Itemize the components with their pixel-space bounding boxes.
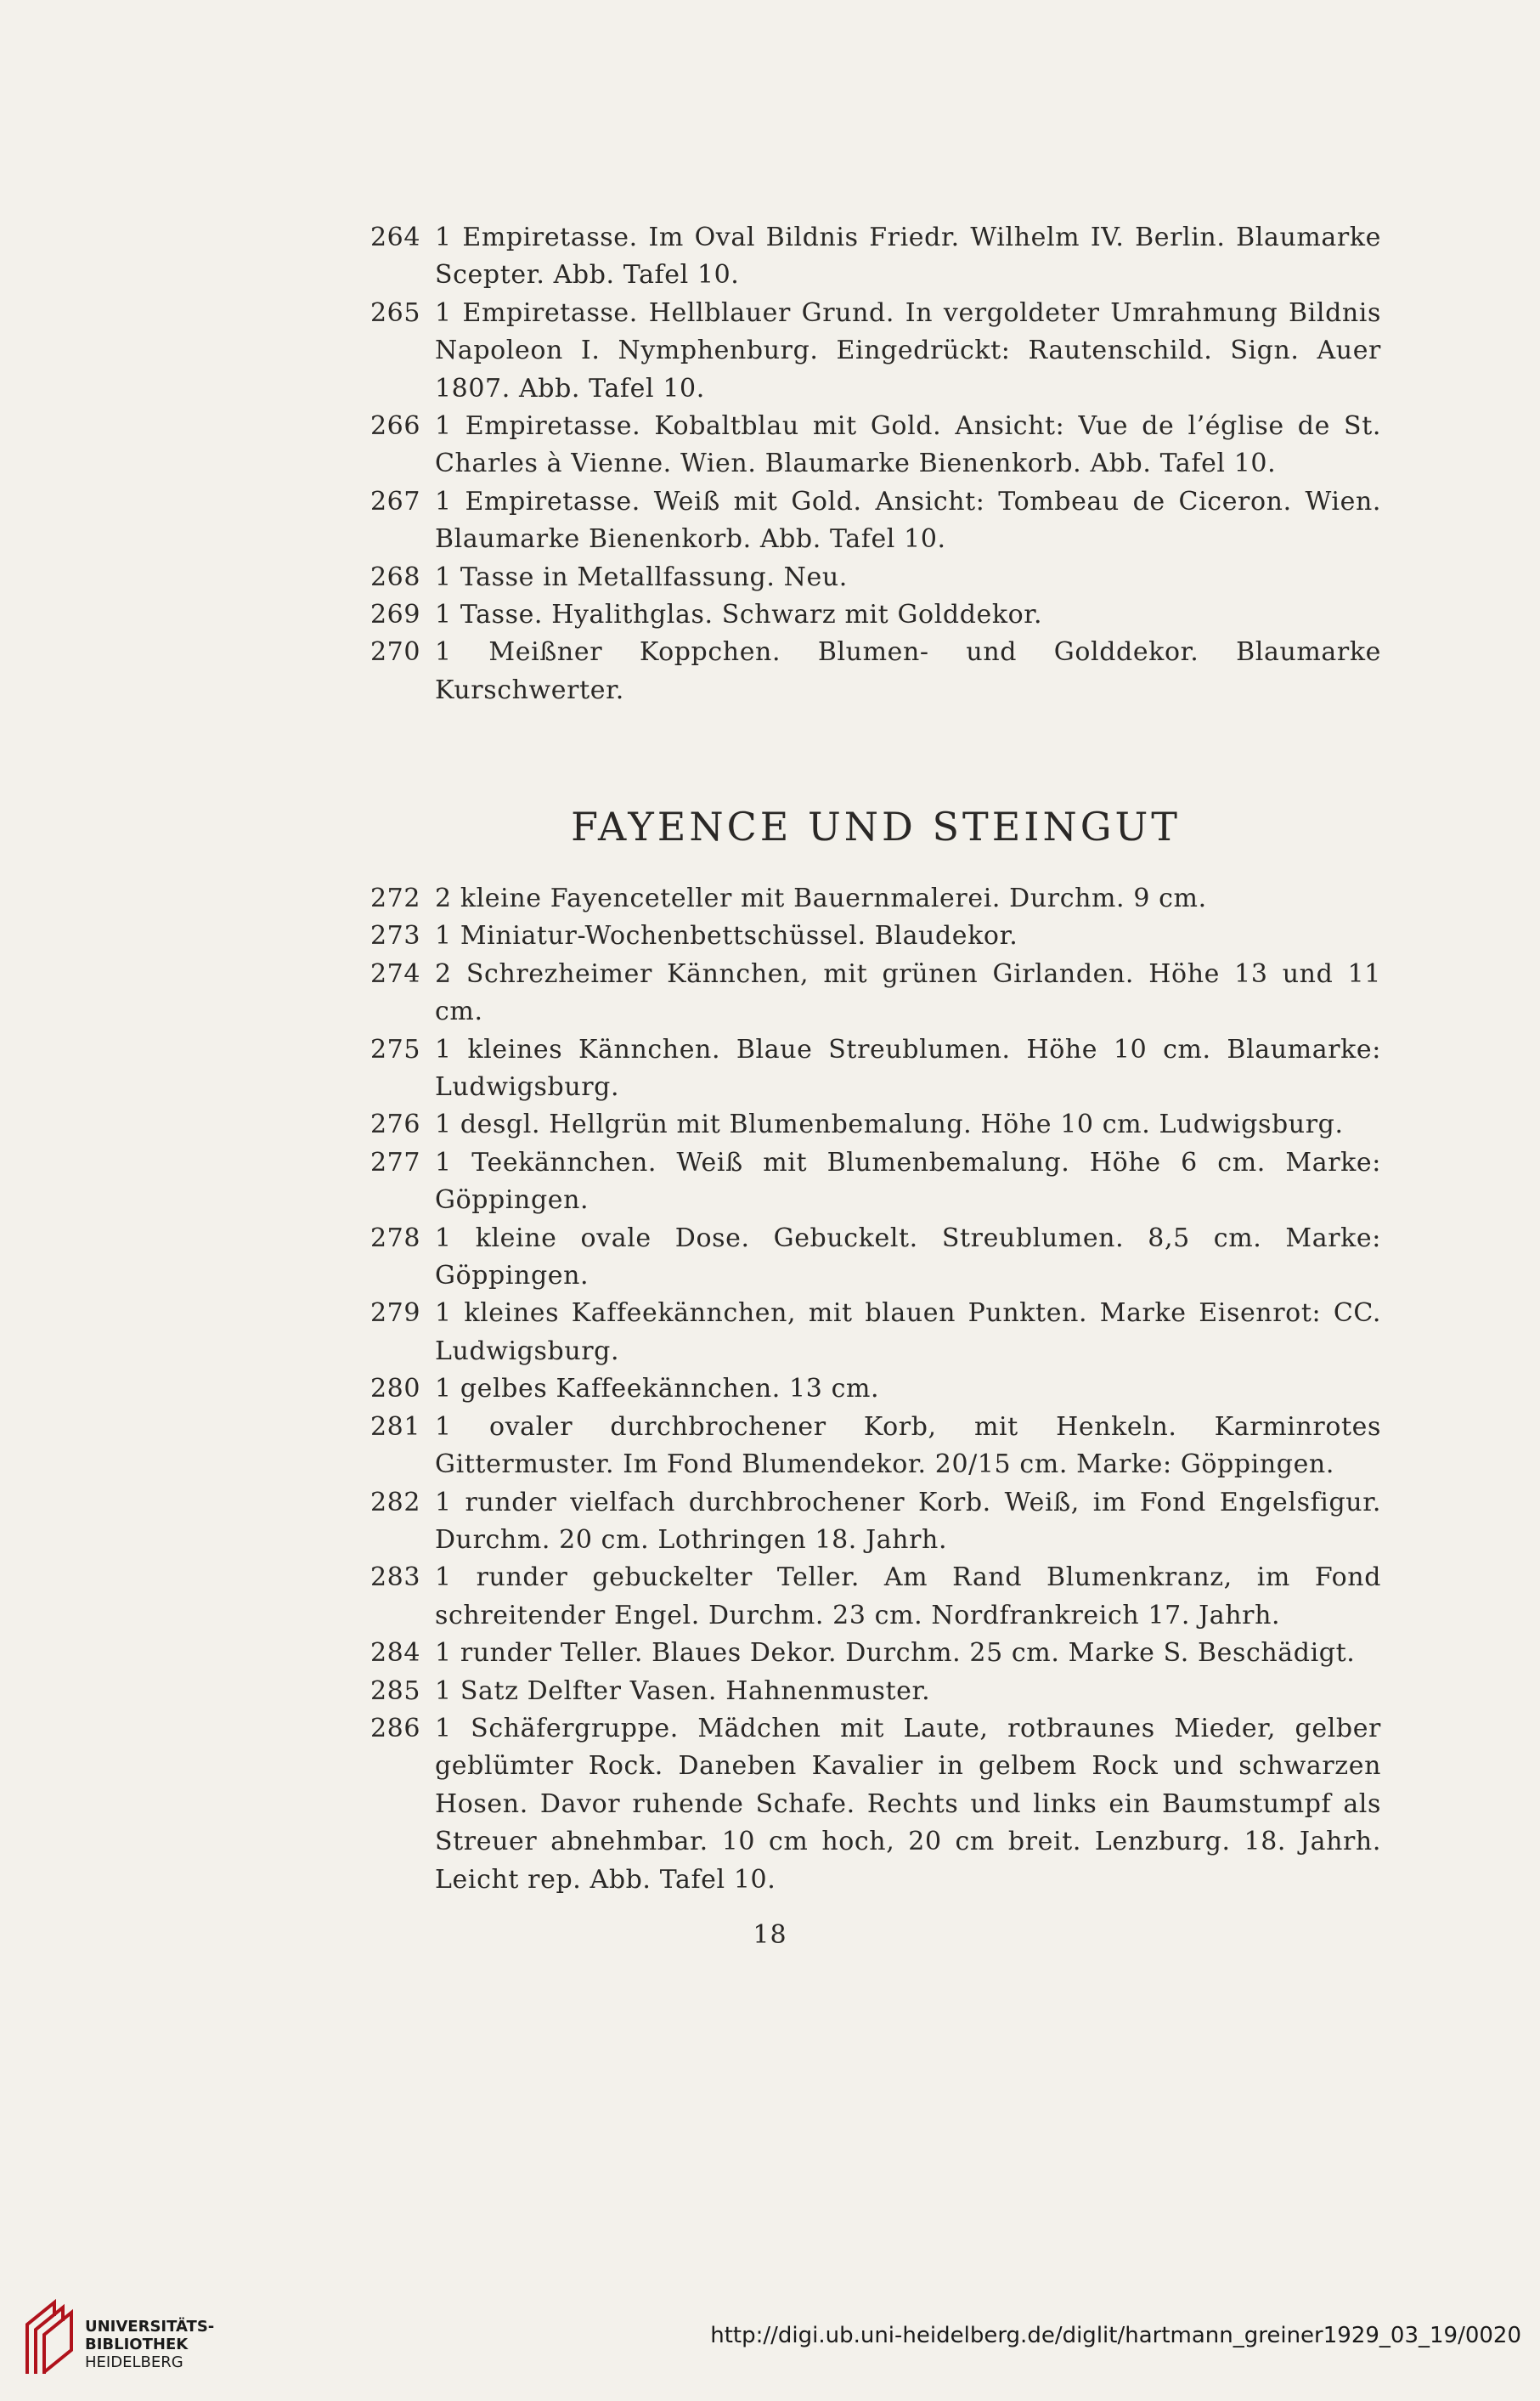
entry-text: 1 runder vielfach durchbrochener Korb. Weiß, im Fond Engelsfigur. Durchm. 20 cm. Lothringen 18. Jahrh. — [435, 1487, 1381, 1555]
entry-number: 266 — [370, 411, 421, 442]
entry-text: 1 Empiretasse. Im Oval Bildnis Friedr. Wilhelm IV. Berlin. Blaumarke Scepter. Abb. Tafel 10. — [435, 223, 1381, 291]
entry-number: 274 — [370, 958, 421, 989]
catalog-entry — [370, 295, 1381, 408]
entry-number: 280 — [370, 1374, 421, 1404]
library-name-line3: HEIDELBERG — [85, 2353, 183, 2371]
catalog-entry — [370, 1295, 1381, 1370]
entry-text: 1 Teekännchen. Weiß mit Blumenbemalung. Höhe 6 cm. Marke: Göppingen. — [435, 1147, 1381, 1216]
entry-text: 1 Satz Delfter Vasen. Hahnenmuster. — [435, 1675, 931, 1706]
entry-text: 1 Empiretasse. Weiß mit Gold. Ansicht: Tombeau de Ciceron. Wien. Blaumarke Bienenkorb. Abb. Tafel 10. — [435, 486, 1381, 555]
entry-number: 272 — [370, 884, 421, 913]
entry-number: 276 — [370, 1110, 421, 1140]
entry-number: 281 — [370, 1411, 421, 1442]
catalog-entry — [370, 634, 1381, 709]
entry-number: 282 — [370, 1487, 421, 1517]
catalog-entry — [370, 1559, 1381, 1635]
entry-text: 2 kleine Fayenceteller mit Bauernmalerei. Durchm. 9 cm. — [435, 884, 1207, 913]
entry-text: 1 runder Teller. Blaues Dekor. Durchm. 25 cm. Marke S. Beschädigt. — [435, 1638, 1356, 1669]
page-number: 18 — [753, 1920, 787, 1950]
entry-text: 1 desgl. Hellgrün mit Blumenbemalung. Höhe 10 cm. Ludwigsburg. — [435, 1110, 1344, 1140]
entry-number: 284 — [370, 1638, 421, 1669]
catalog-entry — [370, 956, 1381, 1031]
catalog-entry — [370, 1144, 1381, 1220]
catalog-entry — [370, 483, 1381, 559]
entry-text: 1 kleine ovale Dose. Gebuckelt. Streublumen. 8,5 cm. Marke: Göppingen. — [435, 1223, 1381, 1291]
catalog-list-after — [370, 880, 1381, 1899]
catalog-entry — [370, 1031, 1381, 1107]
entry-text: 1 Miniatur-Wochenbettschüssel. Blaudekor. — [435, 921, 1018, 952]
entry-number: 275 — [370, 1034, 421, 1065]
entry-number: 279 — [370, 1298, 421, 1329]
entry-number: 264 — [370, 223, 421, 252]
source-url-link[interactable]: http://digi.ub.uni-heidelberg.de/diglit/hartmann_greiner1929_03_19/0020 — [710, 2323, 1521, 2348]
entry-number: 269 — [370, 600, 421, 630]
entry-number: 285 — [370, 1675, 421, 1706]
library-name-line1: UNIVERSITÄTS- — [85, 2318, 215, 2336]
library-logo-icon — [20, 2299, 75, 2376]
entry-number: 273 — [370, 921, 421, 952]
entry-text: 1 Schäfergruppe. Mädchen mit Laute, rotbraunes Mieder, gelber geblümter Rock. Daneben Kavalier in gelbem Rock und schwarzen Hosen. Davor ruhende Schafe. Rechts und links ein Baumstumpf als Streuer abnehmbar. 10 cm hoch, 20 cm breit. Lenzburg. 18. Jahrh. Leicht rep. Abb. Tafel 10. — [435, 1713, 1381, 1895]
catalog-entry — [370, 1635, 1381, 1672]
catalog-entry — [370, 918, 1381, 955]
entry-text: 1 runder gebuckelter Teller. Am Rand Blumenkranz, im Fond schreitender Engel. Durchm. 23 cm. Nordfrankreich 17. Jahrh. — [435, 1562, 1381, 1630]
catalog-entry — [370, 1370, 1381, 1408]
entry-text: 1 kleines Kännchen. Blaue Streublumen. Höhe 10 cm. Blaumarke: Ludwigsburg. — [435, 1034, 1381, 1103]
entry-text: 1 Empiretasse. Kobaltblau mit Gold. Ansicht: Vue de l’église de St. Charles à Vienne. Wien. Blaumarke Bienenkorb. Abb. Tafel 10. — [435, 411, 1381, 479]
catalog-entry — [370, 559, 1381, 596]
catalog-entry — [370, 1409, 1381, 1484]
catalog-entry — [370, 1484, 1381, 1560]
entry-text: 1 ovaler durchbrochener Korb, mit Henkeln. Karminrotes Gittermuster. Im Fond Blumendekor. 20/15 cm. Marke: Göppingen. — [435, 1411, 1381, 1480]
entry-text: 1 kleines Kaffeekännchen, mit blauen Punkten. Marke Eisenrot: CC. Ludwigsburg. — [435, 1298, 1381, 1366]
catalog-entry — [370, 880, 1381, 918]
page-content — [370, 219, 1381, 1895]
entry-number: 270 — [370, 637, 421, 668]
entry-number: 278 — [370, 1223, 421, 1253]
catalog-list-before — [370, 219, 1381, 709]
catalog-entry — [370, 1106, 1381, 1144]
entry-number: 265 — [370, 297, 421, 328]
catalog-entry — [370, 596, 1381, 634]
entry-number: 286 — [370, 1713, 421, 1743]
catalog-entry — [370, 1710, 1381, 1899]
entry-number: 277 — [370, 1147, 421, 1178]
entry-text: 1 Tasse in Metallfassung. Neu. — [435, 562, 848, 592]
entry-number: 267 — [370, 486, 421, 517]
entry-text: 1 Tasse. Hyalithglas. Schwarz mit Golddekor. — [435, 600, 1043, 630]
entry-number: 268 — [370, 562, 421, 592]
catalog-entry — [370, 408, 1381, 483]
entry-text: 1 Meißner Koppchen. Blumen- und Golddekor. Blaumarke Kurschwerter. — [435, 637, 1381, 705]
entry-text: 1 Empiretasse. Hellblauer Grund. In vergoldeter Umrahmung Bildnis Napoleon I. Nymphenburg. Eingedrückt: Rautenschild. Sign. Auer 1807. Abb. Tafel 10. — [435, 297, 1381, 404]
entry-number: 283 — [370, 1562, 421, 1593]
library-name — [85, 2318, 214, 2371]
catalog-entry — [370, 1673, 1381, 1710]
catalog-entry — [370, 219, 1381, 295]
section-heading: FAYENCE UND STEINGUT — [571, 804, 1181, 850]
library-name-line2: BIBLIOTHEK — [85, 2336, 189, 2353]
catalog-entry — [370, 1220, 1381, 1296]
entry-text: 1 gelbes Kaffeekännchen. 13 cm. — [435, 1374, 880, 1404]
entry-text: 2 Schrezheimer Kännchen, mit grünen Girlanden. Höhe 13 und 11 cm. — [435, 958, 1381, 1027]
